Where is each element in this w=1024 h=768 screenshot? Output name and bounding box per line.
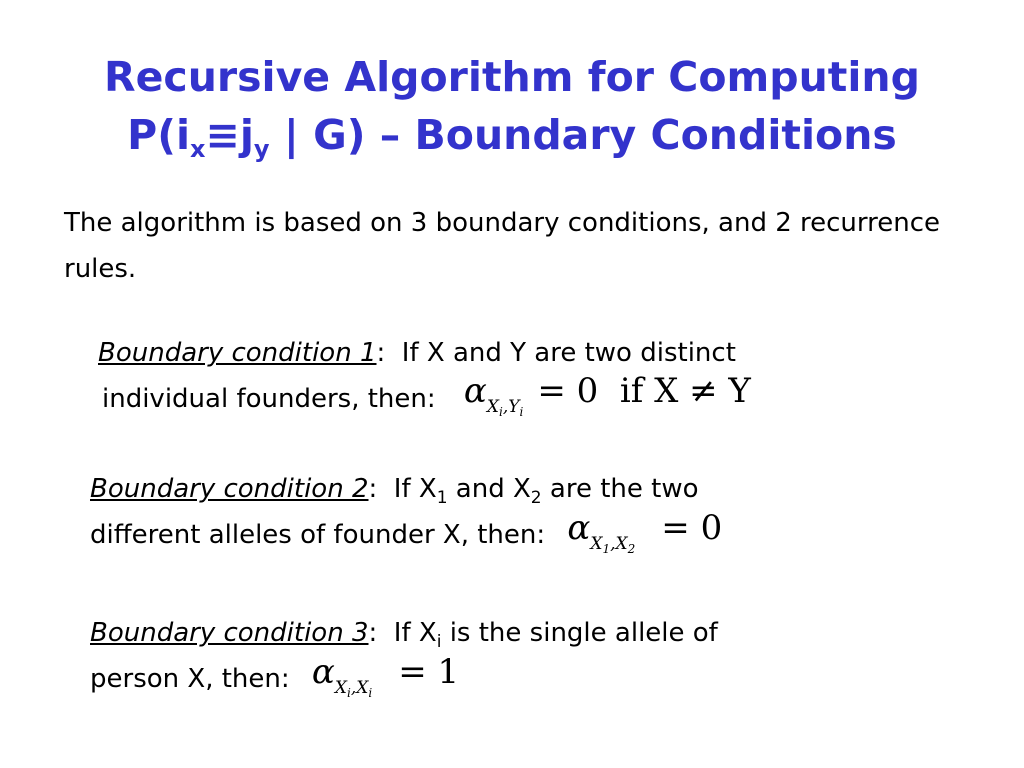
formula-3-subscript xyxy=(335,678,372,698)
condition-1-line-2 xyxy=(102,371,918,422)
condition-2-text-b: different alleles of founder X, then: xyxy=(90,520,546,550)
formula-2-subscript xyxy=(590,534,635,554)
intro-text: The algorithm is based on 3 boundary conditions, and 2 recurrence rules. xyxy=(64,208,941,284)
formula-3 xyxy=(312,649,459,702)
condition-1-colon: : xyxy=(376,338,386,368)
condition-2-label: Boundary condition 2 xyxy=(90,474,369,504)
formula-1 xyxy=(464,368,751,421)
formula-1-sub2: Y xyxy=(508,397,520,417)
condition-3-text-a2: is the single allele of xyxy=(441,618,718,648)
formula-1-comma: , xyxy=(502,397,509,417)
condition-2-text-a3: are the two xyxy=(541,474,699,504)
condition-1-text-b: individual founders, then: xyxy=(102,384,436,414)
condition-1-label: Boundary condition 1 xyxy=(98,338,377,368)
condition-2-line-1 xyxy=(90,466,910,512)
condition-3-sub-i: i xyxy=(436,632,442,652)
boundary-condition-3 xyxy=(90,610,910,702)
condition-2-text-a1: If X xyxy=(377,474,437,504)
formula-2 xyxy=(567,505,722,558)
condition-3-text-b: person X, then: xyxy=(90,664,290,694)
condition-2-sub-2: 2 xyxy=(530,488,542,508)
slide-title xyxy=(0,48,1024,164)
title-line-1: Recursive Algorithm for Computing xyxy=(104,53,920,101)
formula-1-sub1-sub: i xyxy=(498,405,503,419)
formula-2-alpha: α xyxy=(567,508,591,548)
formula-3-rhs: = 1 xyxy=(398,652,460,692)
condition-3-colon: : xyxy=(368,618,378,648)
formula-3-alpha: α xyxy=(311,652,335,692)
title-p: P(i xyxy=(127,111,190,159)
condition-3-text-a1: If X xyxy=(377,618,437,648)
condition-1-text-a: If X and Y are two distinct xyxy=(385,338,736,368)
formula-3-sub2-sub: i xyxy=(368,686,373,700)
condition-2-sub-1: 1 xyxy=(436,488,448,508)
formula-2-sub1: X xyxy=(590,534,603,554)
boundary-condition-2 xyxy=(90,466,910,558)
condition-3-line-2 xyxy=(90,652,910,702)
formula-1-rhs: = 0 if X ≠ Y xyxy=(537,371,751,411)
title-sub-x: x xyxy=(190,135,206,163)
formula-1-sub1: X xyxy=(486,397,499,417)
formula-2-sub2-sub: 2 xyxy=(627,542,636,556)
formula-2-rhs: = 0 xyxy=(661,508,723,548)
condition-3-line-1 xyxy=(90,610,910,656)
condition-2-colon: : xyxy=(368,474,378,504)
condition-2-text-a2: and X xyxy=(447,474,531,504)
title-sub-y: y xyxy=(253,135,270,163)
formula-3-comma: , xyxy=(350,678,357,698)
title-rest: | G) – Boundary Conditions xyxy=(269,111,897,159)
condition-3-label: Boundary condition 3 xyxy=(90,618,369,648)
formula-3-sub1-sub: i xyxy=(346,686,351,700)
formula-1-alpha: α xyxy=(463,371,487,411)
formula-3-sub1: X xyxy=(334,678,347,698)
formula-2-sub1-sub: 1 xyxy=(602,542,611,556)
formula-1-subscript xyxy=(487,397,523,417)
condition-2-line-2 xyxy=(90,508,910,558)
boundary-condition-1 xyxy=(98,330,918,422)
title-equiv: ≡j xyxy=(205,111,254,159)
formula-2-sub2: X xyxy=(615,534,628,554)
formula-1-sub2-sub: i xyxy=(519,405,524,419)
formula-2-comma: , xyxy=(610,534,616,554)
formula-3-sub2: X xyxy=(356,678,369,698)
title-line-2 xyxy=(0,106,1024,164)
